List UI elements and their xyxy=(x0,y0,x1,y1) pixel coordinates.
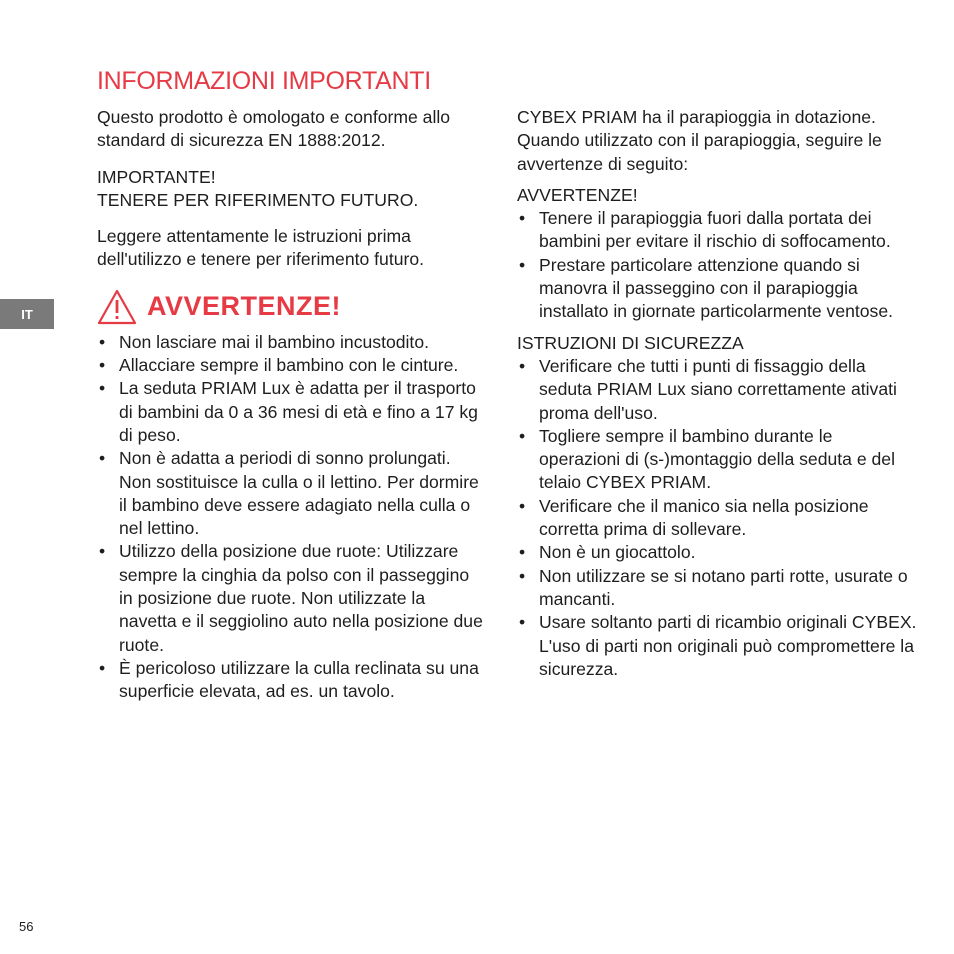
intro-text: Questo prodotto è omologato e conforme allo standard di sicurezza EN 1888:2012. xyxy=(97,107,451,151)
list-item: • Verificare che tutti i punti di fissaggio della seduta PRIAM Lux siano correttamente ativati proma dell'uso. xyxy=(519,355,897,423)
warning-header xyxy=(97,289,487,325)
rain-cover-instructions: Quando utilizzato con il parapioggia, seguire le avvertenze di seguito: xyxy=(517,130,882,174)
list-item: • Non è adatta a periodi di sonno prolungati. Non sostituisce la culla o il lettino. Per dormire il bambino deve essere adagiato nella culla o nel lettino. xyxy=(99,448,479,539)
list-item: • Tenere il parapioggia fuori dalla portata dei bambini per evitare il rischio di soffocamento. xyxy=(519,208,891,252)
safety-list xyxy=(517,355,917,681)
safety-heading: ISTRUZIONI DI SICUREZZA xyxy=(517,332,744,353)
page-title: INFORMAZIONI IMPORTANTI xyxy=(97,66,431,95)
list-item: • Non utilizzare se si notano parti rotte, usurate o mancanti. xyxy=(519,565,908,609)
warning-list xyxy=(97,331,487,704)
list-item: • Utilizzo della posizione due ruote: Utilizzare sempre la cinghia da polso con il passeggino in posizione due ruote. Non utilizzate la navetta e il seggiolino auto nella posizione due ruote. xyxy=(99,541,483,655)
list-item: • La seduta PRIAM Lux è adatta per il trasporto di bambini da 0 a 36 mesi di età e fino a 17 kg di peso. xyxy=(99,378,478,445)
rain-cover-warnings-heading: AVVERTENZE! xyxy=(517,184,638,205)
list-item: • Prestare particolare attenzione quando si manovra il passeggino con il parapioggia installato in giornate particolarmente ventose. xyxy=(519,254,894,322)
left-column xyxy=(97,106,487,704)
page-number: 56 xyxy=(19,919,34,934)
right-column xyxy=(517,106,917,681)
read-instructions-text: Leggere attentamente le istruzioni prima dell'utilizzo e tenere per riferimento futuro. xyxy=(97,226,425,270)
rain-cover-warning-list xyxy=(517,207,917,323)
keep-reference-label: TENERE PER RIFERIMENTO FUTURO. xyxy=(97,189,419,210)
list-item: • È pericoloso utilizzare la culla reclinata su una superficie elevata, ad es. un tavolo. xyxy=(99,657,479,702)
warning-title: AVVERTENZE! xyxy=(147,291,342,322)
list-item: • Usare soltanto parti di ricambio originali CYBEX. L'uso di parti non originali può compromettere la sicurezza. xyxy=(519,612,917,679)
rain-cover-intro: CYBEX PRIAM ha il parapioggia in dotazione. xyxy=(517,107,876,127)
list-item: • Non lasciare mai il bambino incustodito. xyxy=(99,331,429,352)
warning-triangle-icon xyxy=(97,289,137,325)
important-label: IMPORTANTE! xyxy=(97,166,216,187)
list-item: • Allacciare sempre il bambino con le cinture. xyxy=(99,355,459,376)
list-item: • Non è un giocattolo. xyxy=(519,542,696,563)
language-tab: IT xyxy=(0,299,54,329)
list-item: • Verificare che il manico sia nella posizione corretta prima di sollevare. xyxy=(519,495,869,540)
list-item: • Togliere sempre il bambino durante le operazioni di (s-)montaggio della seduta e del telaio CYBEX PRIAM. xyxy=(519,425,895,493)
